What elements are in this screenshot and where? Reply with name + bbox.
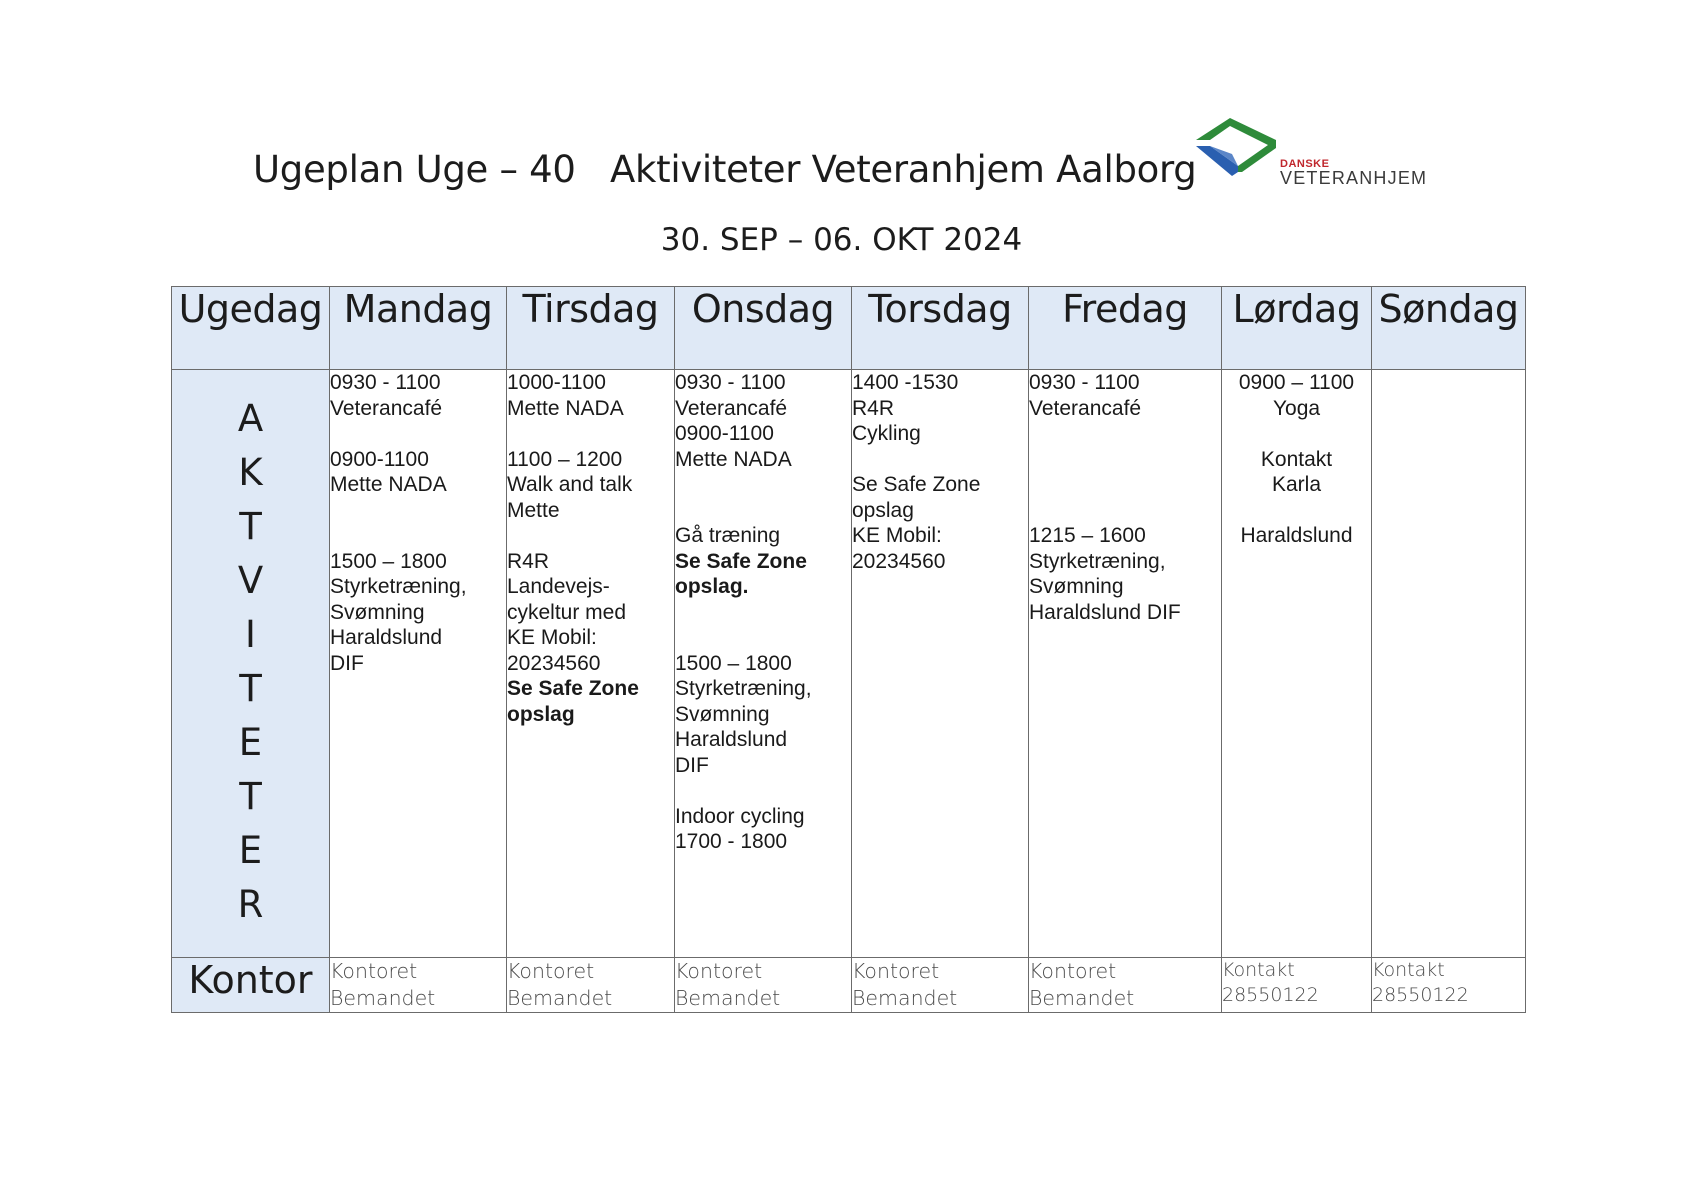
activity-line: KE Mobil:: [852, 524, 942, 547]
office-line: Kontoret: [675, 959, 763, 983]
activity-line: Svømning: [675, 702, 770, 726]
activity-line: DIF: [330, 651, 364, 675]
activity-line: Styrketræning,: [1029, 549, 1166, 573]
activity-line: Mette NADA: [330, 473, 447, 496]
activity-line: [507, 421, 674, 447]
activity-cell: [330, 370, 507, 958]
activity-line: Svømning: [1029, 575, 1124, 598]
vertical-letter: I: [245, 613, 256, 656]
office-cell: [1029, 958, 1222, 1013]
date-range: 30. SEP – 06. OKT 2024: [660, 222, 1023, 258]
header-row: [172, 287, 1526, 370]
activity-line: 1100 – 1200: [507, 447, 623, 471]
activity-line: [852, 447, 1028, 473]
vertical-letter: A: [237, 397, 264, 440]
activity-cell: [852, 370, 1029, 958]
activity-line: Se Safe Zone: [675, 549, 807, 573]
day-header: Søndag: [1372, 287, 1526, 370]
day-header: Mandag: [330, 287, 507, 370]
logo-text-top: DANSKE: [1280, 158, 1330, 170]
office-cell: [1222, 958, 1372, 1013]
activity-cell: [1029, 370, 1222, 958]
vertical-letter: T: [239, 775, 262, 818]
activity-line: Se Safe Zone: [852, 473, 981, 496]
activity-line: Styrketræning,: [675, 677, 812, 700]
office-line: 28550122: [1372, 984, 1469, 1006]
day-header: Onsdag: [675, 287, 852, 370]
activity-line: 1500 – 1800: [675, 651, 792, 675]
office-line: Kontakt: [1222, 959, 1295, 981]
activity-line: 20234560: [852, 549, 946, 573]
activity-line: opslag.: [675, 575, 749, 598]
office-cell: [675, 958, 852, 1013]
activity-line: Veterancafé: [1029, 396, 1142, 420]
vertical-letter: R: [237, 883, 264, 926]
activity-line: Mette: [507, 498, 560, 522]
activity-line: [1222, 498, 1371, 524]
activity-line: Veterancafé: [330, 396, 443, 420]
activity-line: [1029, 447, 1221, 473]
office-line: Bemandet: [852, 986, 958, 1010]
activity-line: Haraldslund: [675, 728, 788, 751]
vertical-letter: T: [239, 505, 262, 548]
day-header: Torsdag: [852, 287, 1029, 370]
activity-line: Kontakt: [1260, 447, 1333, 471]
activity-line: Yoga: [1272, 396, 1321, 420]
activity-line: R4R: [507, 549, 550, 573]
office-cell: [330, 958, 507, 1013]
office-line: Kontoret: [330, 959, 418, 983]
day-header: Tirsdag: [507, 287, 675, 370]
activity-line: 0930 - 1100: [1029, 371, 1140, 394]
page-title: Ugeplan Uge – 40 Aktiviteter Veteranhjem Aalborg: [253, 148, 1197, 191]
activity-line: Gå træning: [675, 524, 781, 547]
activity-line: Mette NADA: [675, 447, 792, 471]
activity-line: Veterancafé: [675, 396, 788, 420]
activity-line: 20234560: [507, 651, 601, 675]
activity-line: [675, 472, 851, 498]
office-cell: [507, 958, 675, 1013]
corner-header: Ugedag: [172, 287, 330, 370]
activity-line: [675, 778, 851, 804]
day-header: Fredag: [1029, 287, 1222, 370]
activity-line: cykeltur med: [507, 600, 627, 624]
activity-line: 1700 - 1800: [675, 830, 788, 853]
office-line: Bemandet: [1029, 986, 1135, 1010]
activity-line: [330, 498, 506, 524]
activity-line: 0930 - 1100: [330, 371, 441, 394]
office-line: Kontoret: [852, 959, 940, 983]
activity-line: 0900-1100: [675, 422, 774, 445]
activity-line: Haraldslund: [1240, 524, 1353, 547]
activities-row: [172, 370, 1526, 958]
activity-line: opslag: [852, 498, 914, 522]
activity-line: R4R: [852, 396, 895, 420]
activity-line: Svømning: [330, 600, 425, 624]
office-cell: [852, 958, 1029, 1013]
activity-line: [675, 600, 851, 626]
activity-line: [507, 523, 674, 549]
activity-line: Haraldslund DIF: [1029, 600, 1181, 624]
office-line: Bemandet: [675, 986, 781, 1010]
activity-line: [675, 625, 851, 651]
logo-mark-icon: [1192, 114, 1282, 186]
office-row-label: Kontor: [172, 958, 330, 1013]
activity-line: Cykling: [852, 422, 921, 445]
day-header: Lørdag: [1222, 287, 1372, 370]
office-line: Kontoret: [507, 959, 595, 983]
activity-line: 0900 – 1100: [1238, 371, 1355, 394]
activity-line: 0930 - 1100: [675, 371, 786, 394]
activity-line: [330, 523, 506, 549]
activity-line: Se Safe Zone: [507, 677, 639, 700]
activity-line: KE Mobil:: [507, 626, 597, 649]
activity-line: [1029, 498, 1221, 524]
activity-line: 0900-1100: [330, 447, 429, 471]
activity-line: 1215 – 1600: [1029, 524, 1146, 547]
activity-line: Styrketræning,: [330, 575, 467, 598]
activity-cell: [507, 370, 675, 958]
activity-line: Walk and talk: [507, 473, 633, 496]
vertical-letter: E: [238, 829, 263, 872]
office-line: Bemandet: [330, 986, 436, 1010]
activity-cell: [675, 370, 852, 958]
activity-line: [675, 498, 851, 524]
office-line: Kontakt: [1372, 959, 1445, 981]
activity-line: Mette NADA: [507, 396, 624, 420]
activity-line: [1029, 472, 1221, 498]
office-cell: [1372, 958, 1526, 1013]
vertical-letter: E: [238, 721, 263, 764]
vertical-letter: K: [238, 451, 263, 494]
activity-line: DIF: [675, 753, 709, 777]
activity-line: Indoor cycling: [675, 804, 805, 828]
activity-line: [1029, 421, 1221, 447]
danske-veteranhjem-logo: [1192, 114, 1452, 194]
activity-line: 1500 – 1800: [330, 549, 447, 573]
weekly-schedule-table: [171, 286, 1526, 1013]
activity-line: Karla: [1271, 473, 1322, 496]
activity-line: Landevejs-: [507, 575, 610, 598]
activity-line: 1400 -1530: [852, 371, 959, 394]
activity-line: [1222, 421, 1371, 447]
vertical-letter: T: [239, 667, 262, 710]
office-row: [172, 958, 1526, 1013]
activity-line: opslag: [507, 702, 575, 726]
activity-line: [330, 421, 506, 447]
activity-line: 1000-1100: [507, 371, 606, 394]
activity-line: Haraldslund: [330, 626, 443, 649]
office-line: Bemandet: [507, 986, 613, 1010]
activities-row-label: [172, 370, 330, 958]
office-line: 28550122: [1222, 984, 1319, 1006]
activity-cell: [1222, 370, 1372, 958]
activity-cell: [1372, 370, 1526, 958]
office-line: Kontoret: [1029, 959, 1117, 983]
vertical-letter: V: [237, 559, 264, 602]
logo-text-bottom: VETERANHJEM: [1280, 168, 1428, 188]
